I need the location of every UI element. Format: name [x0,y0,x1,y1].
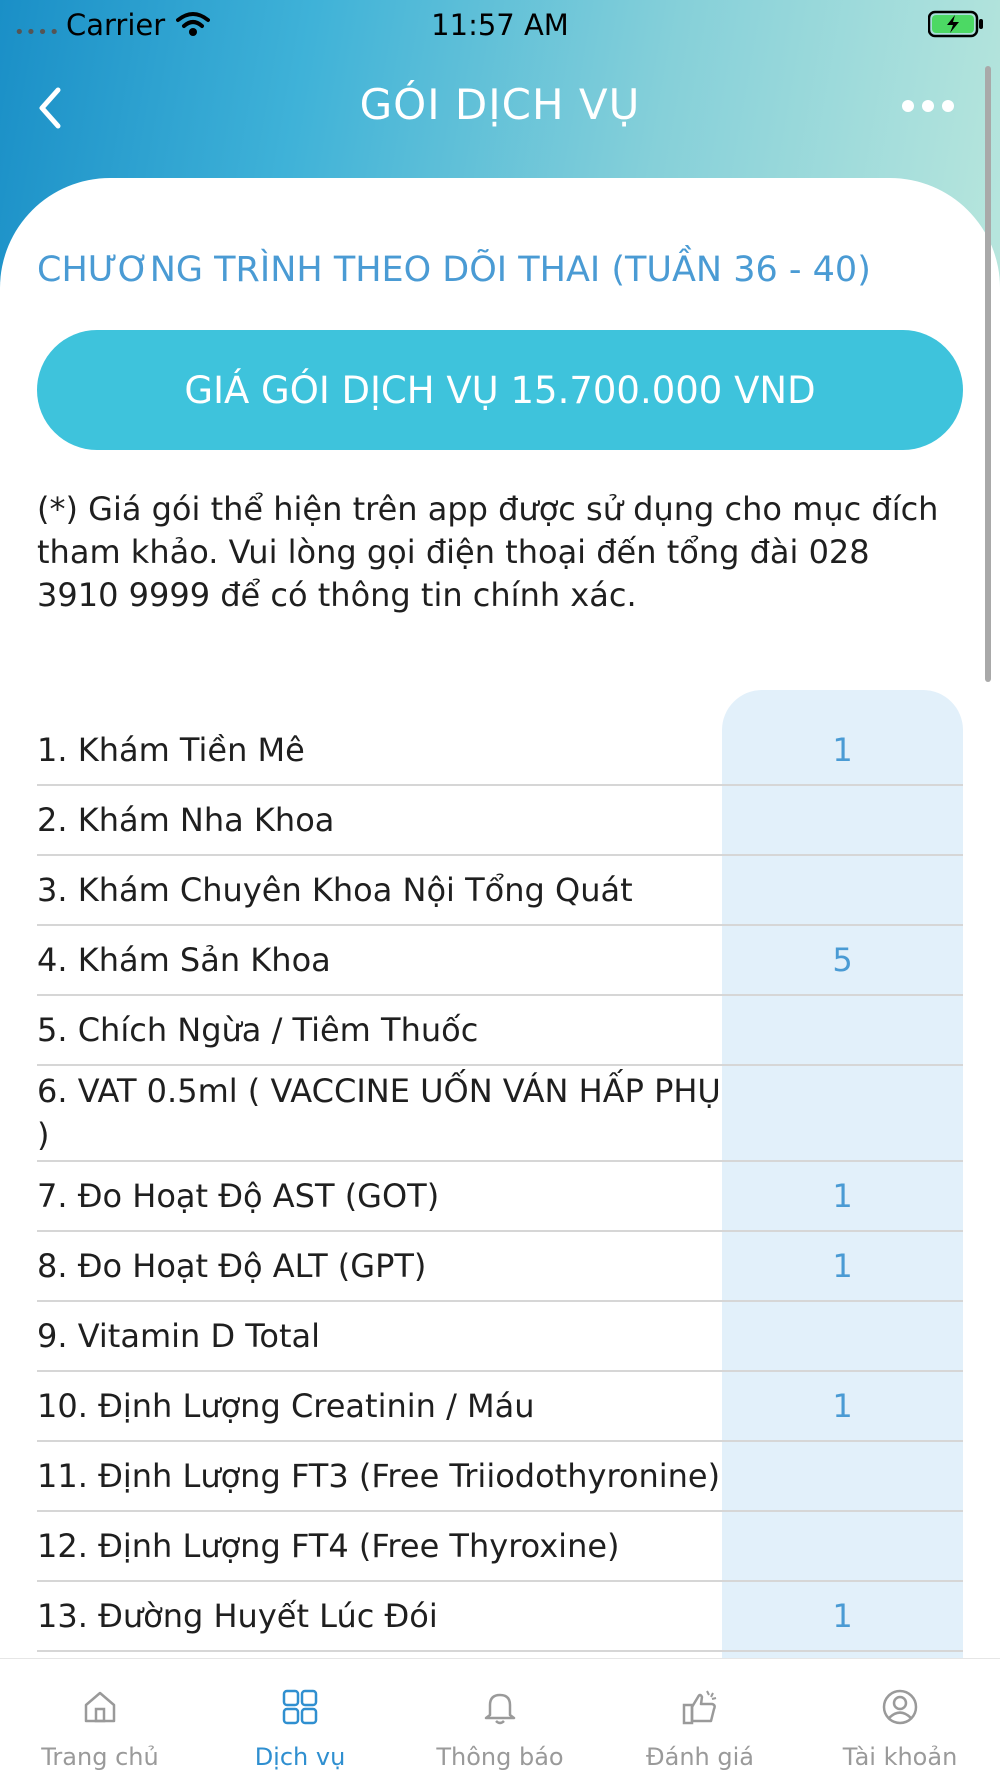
table-row [37,1066,963,1162]
tab-notifications[interactable] [400,1659,600,1779]
service-name: 2. Khám Nha Khoa [37,801,335,839]
service-quantity: 1 [832,1387,853,1425]
carrier-label: Carrier [66,8,166,42]
table-row [37,1232,963,1302]
bell-icon [480,1687,520,1727]
table-row [37,1302,963,1372]
services-table [37,716,963,1652]
service-name: 6. VAT 0.5ml ( VACCINE UỐN VÁN HẤP PHỤ ) [37,1072,721,1154]
navigation-bar [0,60,1000,156]
table-row [37,1512,963,1582]
grid-icon [280,1687,320,1727]
signal-icon: •••• [14,22,61,43]
service-name: 11. Định Lượng FT3 (Free Triiodothyronine) [37,1457,721,1495]
service-name: 12. Định Lượng FT4 (Free Thyroxine) [37,1527,620,1565]
tab-label: Dịch vụ [254,1743,346,1771]
more-options-button[interactable] [898,86,958,126]
price-note: (*) Giá gói thể hiện trên app được sử dụng cho mục đích tham khảo. Vui lòng gọi điện thoại đến tổng đài 028 3910 9999 để có thông tin chính xác. [37,490,939,614]
service-name: 8. Đo Hoạt Độ ALT (GPT) [37,1247,427,1285]
service-name: 10. Định Lượng Creatinin / Máu [37,1387,535,1425]
tab-home[interactable] [0,1659,200,1779]
tab-label: Tài khoản [842,1743,958,1771]
tab-label: Thông báo [436,1743,564,1771]
table-row [37,716,963,786]
service-quantity: 1 [832,1247,853,1285]
table-row [37,786,963,856]
price-label: GIÁ GÓI DỊCH VỤ 15.700.000 VND [184,368,816,412]
table-row [37,1372,963,1442]
service-name: 5. Chích Ngừa / Tiêm Thuốc [37,1011,479,1049]
table-row [37,996,963,1066]
service-name: 4. Khám Sản Khoa [37,941,331,979]
user-circle-icon [880,1687,920,1727]
service-quantity: 1 [832,1177,853,1215]
table-row [37,926,963,996]
tab-label: Đánh giá [646,1743,754,1771]
service-name: 9. Vitamin D Total [37,1317,320,1355]
service-quantity: 5 [832,941,853,979]
thumbs-up-icon [680,1687,720,1727]
service-name: 3. Khám Chuyên Khoa Nội Tổng Quát [37,871,633,909]
table-row [37,1162,963,1232]
service-name: 7. Đo Hoạt Độ AST (GOT) [37,1177,440,1215]
table-row [37,856,963,926]
home-icon [80,1687,120,1727]
table-row [37,1582,963,1652]
tab-services[interactable] [200,1659,400,1779]
service-quantity: 1 [832,731,853,769]
service-name: 1. Khám Tiền Mê [37,731,305,769]
program-title: CHƯƠNG TRÌNH THEO DÕI THAI (TUẦN 36 - 40) [37,250,871,290]
table-row [37,1442,963,1512]
scrollbar[interactable] [985,66,991,682]
page-title: GÓI DỊCH VỤ [359,80,641,129]
battery-charging-icon [928,10,984,38]
tab-rating[interactable] [600,1659,800,1779]
tab-account[interactable] [800,1659,1000,1779]
status-bar [0,0,1000,50]
tab-label: Trang chủ [41,1743,159,1771]
bottom-tab-bar [0,1658,1000,1779]
service-quantity: 1 [832,1597,853,1635]
price-button[interactable] [37,330,963,450]
status-time: 11:57 AM [431,8,569,42]
service-name: 13. Đường Huyết Lúc Đói [37,1597,438,1635]
